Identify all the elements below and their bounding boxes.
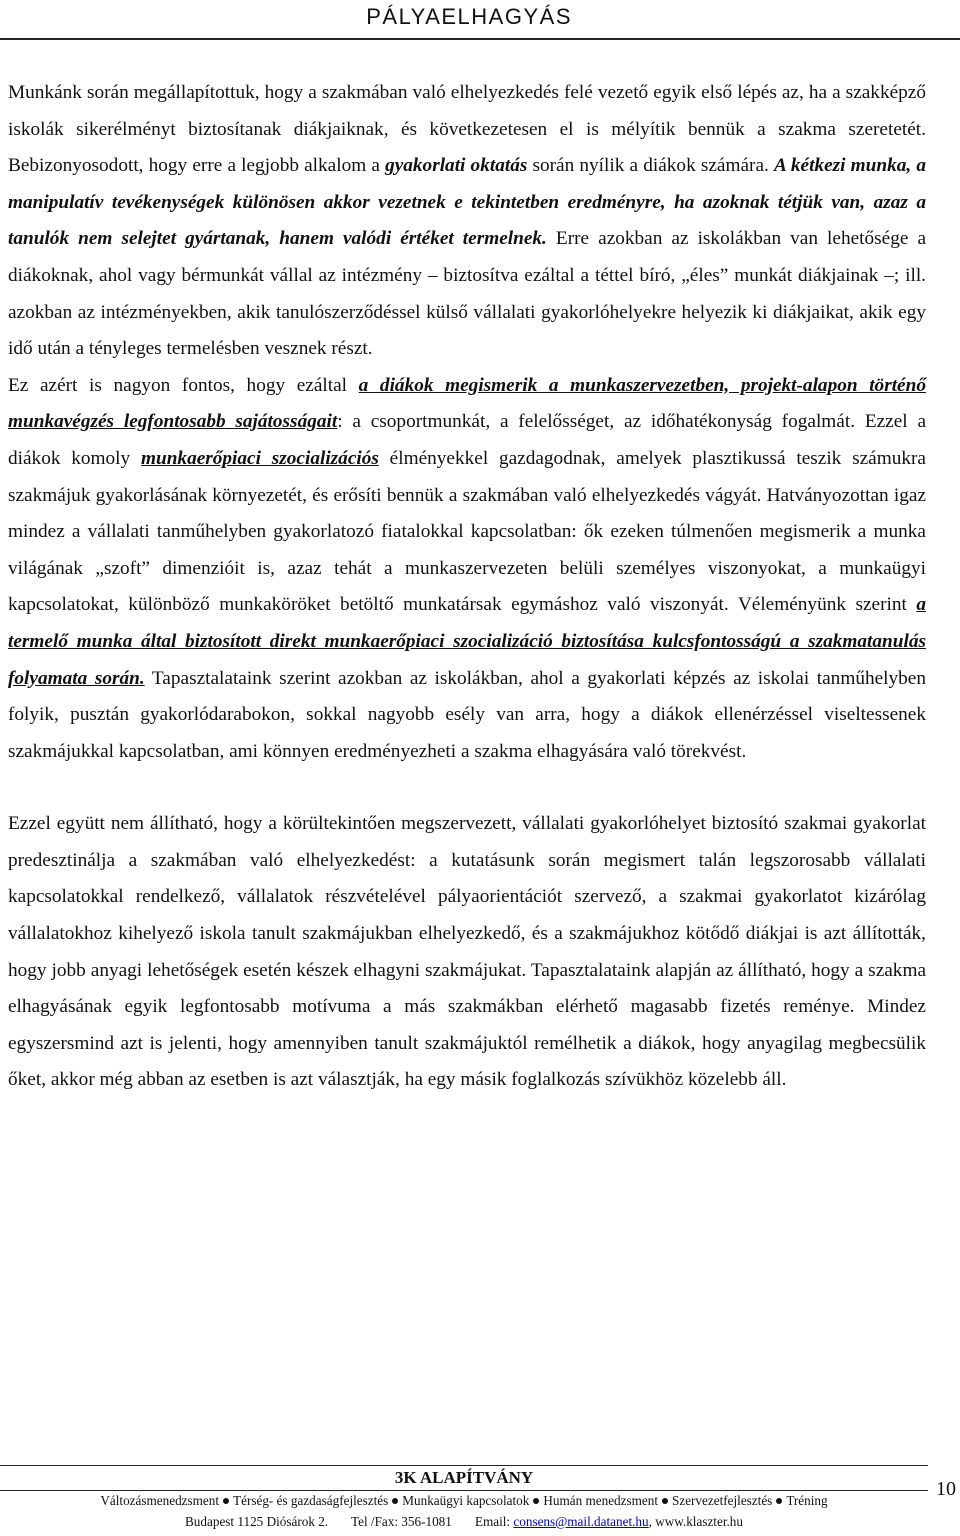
p1-text-a: Munkánk során megállapítottuk, hogy a szakmában való elhelyezkedés felé vezető egyik első lépés az, ha a szakképző iskolák sikerélményt biztosítanak diákjaiknak, és következetesen el is mélyítik bennük a szakma szeretetét. Bebizonyosodott, hogy erre a legjobb alkalom a [8,82,926,177]
p2-text-a: Ez azért is nagyon fontos, hogy ezáltal [8,374,359,396]
footer-separator: , [648,1514,652,1529]
footer-email-link[interactable]: consens@mail.datanet.hu [513,1514,649,1529]
p1-text-e: Erre azokban az iskolákban van lehetősége a diákoknak, ahol vagy bérmunkát vállal az intézmény – biztosítva ezáltal a téttel bíró, „éles” munkát diákjainak –; ill. azokban az intézményekben, akik tanulószerződéssel külső vállalati gyakorlóhelyekre helyezik ki diákjaikat, akik egy idő után a tényleges termelésben vesznek részt. [8,228,926,360]
footer-email-label: Email: [474,1514,511,1529]
bullet-icon [223,1498,229,1504]
bullet-icon [662,1498,668,1504]
p2-text-g: Tapasztalataink szerint azokban az iskolákban, ahol a gyakorlati képzés az iskolai tanműhelyben folyik, pusztán gyakorlódarabokon, sokkal nagyobb esély van arra, hogy a diákok ellenérzéssel viseltessenek szakmájukkal kapcsolatban, ami könnyen eredményezheti a szakma elhagyására való törekvést. [8,667,926,762]
service-item: Tréning [786,1493,828,1508]
page-footer [0,1460,960,1536]
service-item: Térség- és gazdaságfejlesztés [233,1493,389,1508]
bullet-icon [533,1498,539,1504]
service-item: Változásmenedzsment [100,1493,220,1508]
p1-emphasis-manual-work: A kétkezi munka, a manipulatív tevékenységek különösen akkor vezetnek e tekintetben eredményre, ha azoknak tétjük van, azaz a tanulók nem selejtet gyártanak, hanem valódi értéket termelnek. [8,155,926,250]
page-header [0,0,960,40]
bullet-icon [776,1498,782,1504]
service-item: Szervezetfejlesztés [672,1493,773,1508]
p2-text-e: élményekkel gazdagodnak, amelyek plasztikussá teszik számukra szakmájuk gyakorlásának környezetét, és erősíti bennük a szakmában való elhelyezkedés vágyát. Hatványozottan igaz mindez a vállalati tanműhelyben gyakorlatozó fiatalokkal kapcsolatban: ők ezeken túlmenően megismerik a munka világának „szoft” dimenzióit is, azaz tehát a munkaszervezeten belüli személyes viszonyokat, a munkaügyi kapcsolatokat, különböző munkaköröket betöltő munkatársak egymáshoz való viszonyát. Véleményünk szerint [8,447,926,616]
paragraph-3: Ezzel együtt nem állítható, hogy a körültekintően megszervezett, vállalati gyakorlóhelyet biztosító szakmai gyakorlat predesztinálja a szakmában való elhelyezkedést: a kutatásunk során megismert talán legszorosabb vállalati kapcsolatokkal rendelkező, vállalatok részvételével pályaorientációt szervező, a szakmai gyakorlatot kizárólag vállalatokhoz kihelyező iskola tanult szakmájukban elhelyezkedő, és a szakmájukhoz kötődő diákjai is azt állították, hogy jobb anyagi lehetőségek esetén készek elhagyni szakmájukat. Tapasztalataink alapján az állítható, hogy a szakma elhagyásának egyik legfontosabb motívuma a más szakmákban elérhető magasabb fizetés reménye. Mindez egyszersmind azt is jelenti, hogy amennyiben tanult szakmájuktól remélhetik a diákok, hogy anyagilag megbecsülik őket, akkor még abban az esetben is azt választják, ha egy másik foglalkozás szívükhöz közelebb áll. [8,813,926,1091]
footer-organization: 3K ALAPÍTVÁNY [394,1468,534,1487]
document-body [8,75,926,1099]
footer-rule-middle [0,1490,928,1491]
header-rule [0,38,960,40]
paragraph-1 [8,75,926,368]
paragraph-2 [8,368,926,771]
running-title: PÁLYAELHAGYÁS [366,4,572,29]
p2-emphasis-socialization: munkaerőpiaci szocializációs [140,447,379,469]
p2-emphasis-key-statement: a termelő munka által biztosított direkt munkaerőpiaci szocializáció biztosítása kulcsfontosságú a szakmatanulás folyamata során. [8,594,926,689]
footer-address: Budapest 1125 Diósárok 2. [185,1514,329,1529]
p1-text-c: során nyílik a diákok számára. [527,155,774,177]
footer-services-line [0,1493,928,1509]
service-item: Munkaügyi kapcsolatok [402,1493,530,1508]
footer-contact-line [0,1514,928,1530]
footer-website[interactable]: www.klaszter.hu [655,1514,743,1529]
bullet-icon [392,1498,398,1504]
service-item: Humán menedzsment [543,1493,658,1508]
footer-phone: Tel /Fax: 356-1081 [350,1514,452,1529]
p2-emphasis-project-work: a diákok megismerik a munkaszervezetben, projekt-alapon történő munkavégzés legfontosabb sajátosságait [8,374,926,433]
p1-emphasis-practical-training: gyakorlati oktatás [385,155,528,177]
page-number: 10 [936,1478,956,1500]
p2-text-c: : a csoportmunkát, a felelősséget, az időhatékonyság fogalmát. Ezzel a diákok komoly [8,411,927,469]
footer-rule-top [0,1465,928,1466]
